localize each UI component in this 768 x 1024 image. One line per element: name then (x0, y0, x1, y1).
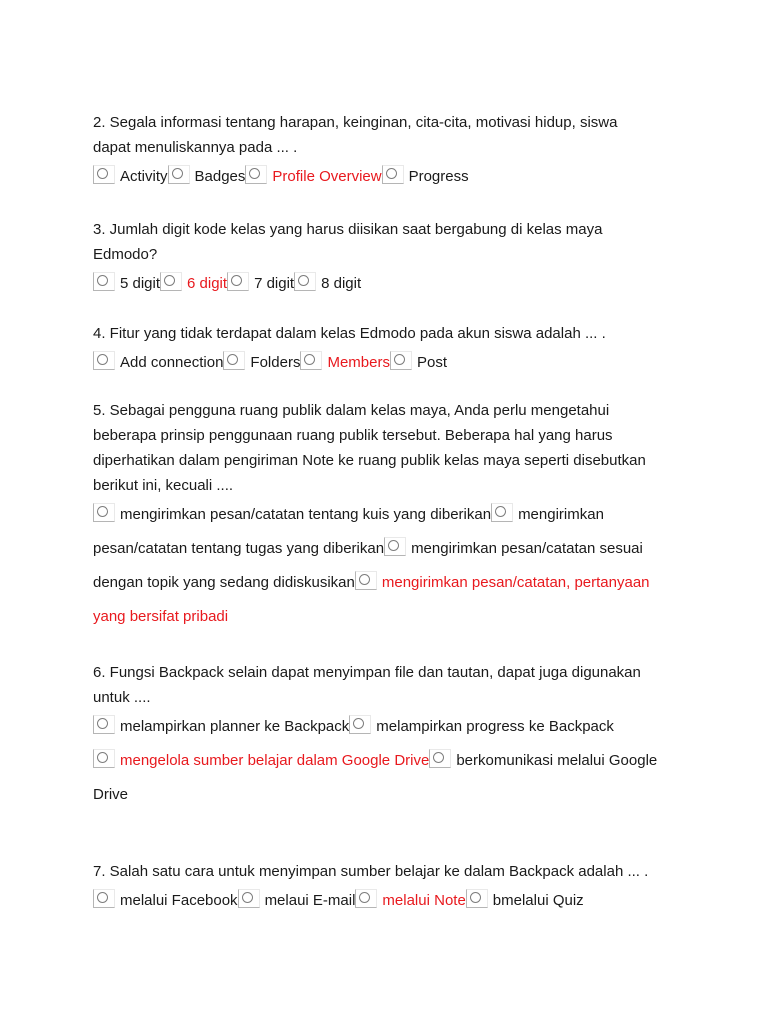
question-3-stem-line-2: Edmodo? (93, 246, 158, 263)
option-label: Folders (250, 354, 301, 371)
radio-button[interactable] (93, 889, 115, 908)
option-label: 7 digit (254, 275, 295, 292)
radio-button[interactable] (466, 889, 488, 908)
question-4 (93, 321, 683, 380)
option-label: Activity (120, 168, 168, 185)
option-label-correct: melalui Note (382, 892, 466, 909)
quiz-document (93, 110, 683, 918)
radio-button[interactable] (429, 749, 451, 768)
option-label: mengirimkan pesan/catatan sesuai dengan topik yang sedang didiskusikan (93, 540, 643, 591)
question-3 (93, 217, 683, 301)
option-label: melampirkan planner ke Backpack (120, 718, 350, 735)
option-label: melampirkan progress ke Backpack (376, 718, 614, 735)
question-6-stem-line-2: untuk .... (93, 689, 151, 706)
radio-button[interactable] (93, 165, 115, 184)
radio-button[interactable] (93, 272, 115, 291)
radio-button[interactable] (355, 571, 377, 590)
question-4-options (93, 346, 683, 380)
radio-button[interactable] (160, 272, 182, 291)
option-label: 8 digit (321, 275, 362, 292)
question-2-options (93, 160, 683, 194)
radio-button[interactable] (349, 715, 371, 734)
question-7-stem-line-1: 7. Salah satu cara untuk menyimpan sumber belajar ke dalam Backpack adalah ... . (93, 863, 649, 880)
option-label-correct: Profile Overview (272, 168, 382, 185)
option-label: Badges (194, 168, 246, 185)
question-3-stem-line-1: 3. Jumlah digit kode kelas yang harus diisikan saat bergabung di kelas maya (93, 221, 603, 238)
option-label: Add connection (120, 354, 224, 371)
question-6-options (93, 710, 683, 812)
radio-button[interactable] (245, 165, 267, 184)
question-5-stem-line-2: beberapa prinsip penggunaan ruang publik tersebut. Beberapa hal yang harus (93, 427, 613, 444)
question-5-stem-line-4: berikut ini, kecuali .... (93, 477, 234, 494)
radio-button[interactable] (227, 272, 249, 291)
radio-button[interactable] (382, 165, 404, 184)
radio-button[interactable] (355, 889, 377, 908)
option-label: melalui Facebook (120, 892, 238, 909)
radio-button[interactable] (168, 165, 190, 184)
question-5-stem-line-1: 5. Sebagai pengguna ruang publik dalam kelas maya, Anda perlu mengetahui (93, 402, 610, 419)
option-label-correct: mengirimkan pesan/catatan, pertanyaan yang bersifat pribadi (93, 574, 650, 625)
question-3-options (93, 267, 683, 301)
question-2-stem-line-1: 2. Segala informasi tentang harapan, keinginan, cita-cita, motivasi hidup, siswa (93, 114, 618, 131)
radio-button[interactable] (223, 351, 245, 370)
question-7 (93, 859, 683, 918)
option-label: mengirimkan pesan/catatan tentang kuis yang diberikan (120, 506, 492, 523)
question-2-stem-line-2: dapat menuliskannya pada ... . (93, 139, 298, 156)
option-label: melaui E-mail (264, 892, 356, 909)
option-label-correct: 6 digit (187, 275, 228, 292)
option-label-correct: Members (327, 354, 390, 371)
question-2 (93, 110, 683, 194)
radio-button[interactable] (390, 351, 412, 370)
question-5-stem-line-3: diperhatikan dalam pengiriman Note ke ruang publik kelas maya seperti disebutkan (93, 452, 646, 469)
option-label: Post (416, 354, 447, 371)
option-label: berkomunikasi melalui Google Drive (93, 752, 658, 803)
radio-button[interactable] (294, 272, 316, 291)
question-6 (93, 660, 683, 812)
option-label-correct: mengelola sumber belajar dalam Google Drive (120, 752, 430, 769)
radio-button[interactable] (93, 351, 115, 370)
option-label: bmelalui Quiz (492, 892, 584, 909)
radio-button[interactable] (93, 503, 115, 522)
option-label: mengirimkan pesan/catatan tentang tugas yang diberikan (93, 506, 604, 557)
question-6-stem-line-1: 6. Fungsi Backpack selain dapat menyimpan file dan tautan, dapat juga digunakan (93, 664, 641, 681)
question-5 (93, 398, 683, 634)
question-4-stem-line-1: 4. Fitur yang tidak terdapat dalam kelas Edmodo pada akun siswa adalah ... . (93, 325, 606, 342)
option-label: Progress (408, 168, 469, 185)
option-label: 5 digit (120, 275, 161, 292)
radio-button[interactable] (491, 503, 513, 522)
radio-button[interactable] (238, 889, 260, 908)
radio-button[interactable] (93, 749, 115, 768)
question-5-options (93, 498, 683, 634)
radio-button[interactable] (384, 537, 406, 556)
question-7-options (93, 884, 683, 918)
radio-button[interactable] (93, 715, 115, 734)
radio-button[interactable] (300, 351, 322, 370)
